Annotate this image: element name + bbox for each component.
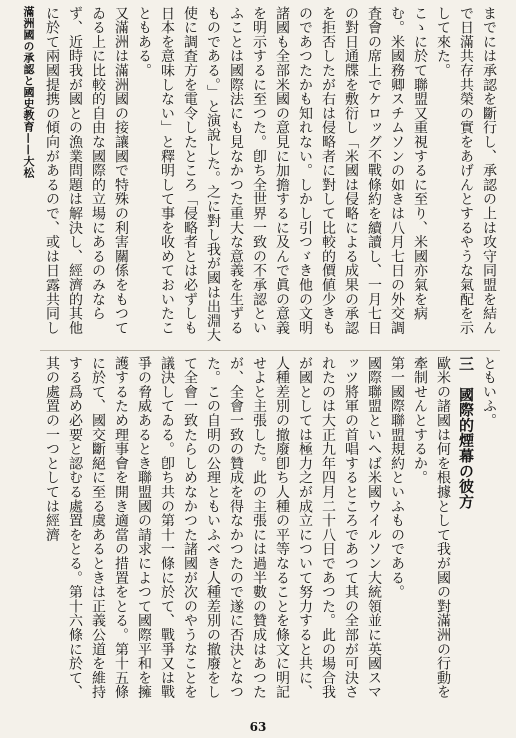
paragraph: 歐米の諸國は何を根據として我が國の對滿洲の行動を牽制せんとするか。 (412, 356, 451, 700)
paragraph: ともいふ。 (481, 356, 497, 428)
running-header: 滿洲國の承認と國史教育——大松 (22, 6, 35, 179)
section-heading: 三 國際的煙幕の彼方 (457, 356, 475, 509)
paragraph: までには承認を斷行し、承認の上は攻守同盟を結んで日滿共存共榮の實をあげんとするやうな氣配を示して來た。 (435, 6, 497, 335)
section-divider (40, 350, 500, 351)
lower-text-block (40, 356, 500, 712)
paragraph: 國際聯盟といへば米國ウイルソン大統領並に英國スマッツ將軍の首唱するところであつて其の全部が可決されたのは大正九年四月二十八日であつた。此の場合我が國としては極力之が成立について努力すると共に、人種差別の撤廢卽ち人種の平等なることを條文に明記せよと主張した。此の主張には過半數の贊成はあつたが、全會一致の贊成を得なかつたので遂に否決となつた。この自明の公理ともいふべき人種差別の撤廢をして全會一致たらしめなかつた諸國が次のやうなことを議決してゐる。卽ち共の第十一條に於て、戰爭又は戰爭の脅威あるとき聯盟國の請求によつて國際平和を擁護するため理事會を開き適當の措置をとる。第十五條に於て、國交斷絕に至る虞あるときは正義公道を維持する爲め必要と認むる處置をとる。第十六條に於て、其の處置の一つとしては經濟 (44, 356, 382, 700)
page-number: 63 (249, 720, 267, 734)
paragraph: こゝに於て聯盟又重視するに至り、米國亦氣を病む。米國務卿スチムソンの如きは八月七日の外交調査會の席上でケロッグ不戰條約を續讀し、一月七日の對日通牒を敷衍し「米國は侵略による成果の承認を拒否したが右は侵略者に對して比較的價値少きものであつたかも知れない。しかし引つゞき他の文明諸國も全部米國の意見に加擔するに及んで眞の意義を明示するに至つた。卽ち全世界一致の不承認といふことは國際法にも見なかつた重大な意義を生ずるものである。」と演說した。之に對し我が國は出淵大使に調査方を電令したところ「侵略者とは必ずしも日本を意味しない」と釋明して事を收めておいたこともある。 (136, 6, 428, 343)
paragraph: 第一國際聯盟規約といふものである。 (389, 356, 405, 600)
paragraph: 又滿洲は滿洲國の接讓國で特殊の利害關係をもつてゐる上に比較的自由な國際的立場にあるのみならず、近時我が國との漁業問題は解決し、經濟的其他に於て兩國提携の傾向があるので、或は日露共同し (44, 6, 129, 335)
upper-text-block (40, 6, 500, 346)
